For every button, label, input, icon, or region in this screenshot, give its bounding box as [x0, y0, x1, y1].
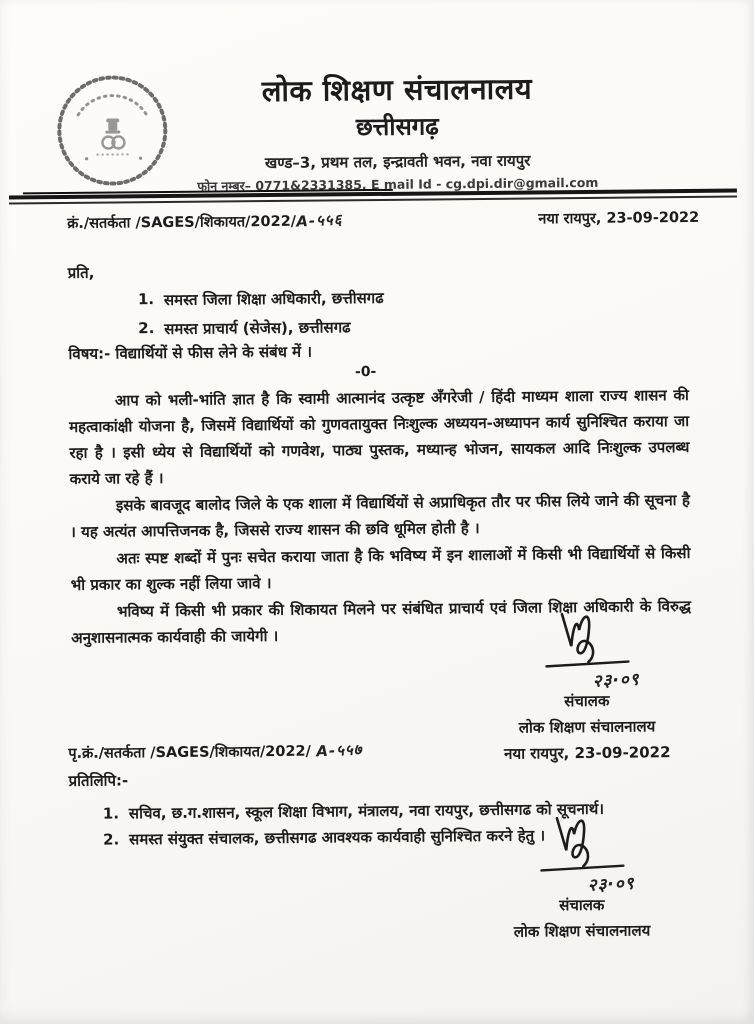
- reference-number: [67, 210, 342, 233]
- copy-to-label: प्रतिलिपि:-: [68, 771, 129, 790]
- copy-item-number: 1.: [102, 804, 120, 823]
- header-divider-rule: [9, 189, 737, 205]
- reference-row: [67, 207, 699, 233]
- signatory-organization: लोक शिक्षण संचालनालय: [513, 921, 651, 941]
- signatory-place-date: नया रायपुर, 23-09-2022: [504, 743, 671, 763]
- signature-scribble: [538, 610, 635, 673]
- recipient-number: 1.: [137, 290, 155, 309]
- signature-block-director: [461, 609, 712, 764]
- signature-block-director-copy: [471, 813, 692, 942]
- org-state: छत्तीसगढ़: [355, 112, 439, 142]
- letterhead: [174, 68, 621, 195]
- endorsement-reference: [68, 740, 362, 763]
- body-paragraph: भविष्य में किसी भी प्रकार की शिकायत मिलने पर संबंधित प्राचार्य एवं जिला शिक्षा अधिकारी के विरुद्ध अनुशासनात्मक कार्यवाही की जायेगी ।: [71, 596, 692, 647]
- recipient-number: 2.: [138, 319, 155, 338]
- copy-item-text: समस्त संयुक्त संचालक, छत्तीसगढ आवश्यक कार्यवाही सुनिश्चित करने हेतु ।: [129, 826, 546, 849]
- org-contact: फोन नम्बर– 0771&2331385, E mail Id - cg.dpi.dir@gmail.com: [197, 174, 599, 194]
- org-name: लोक शिक्षण संचालनालय: [261, 71, 533, 109]
- signatory-organization: लोक शिक्षण संचालनालय: [518, 717, 656, 737]
- signatory-designation: संचालक: [564, 691, 610, 711]
- recipient-item: [138, 288, 384, 310]
- signature-handwritten-date: २३·०९: [591, 669, 640, 692]
- signatory-designation: संचालक: [559, 895, 605, 915]
- copy-item-number: 2.: [103, 830, 120, 849]
- section-divider: -0-: [354, 364, 377, 381]
- subject-line: विषय:- विद्यार्थियों से फीस लेने के संबंध में ।: [68, 342, 313, 363]
- recipient-item: [138, 317, 384, 339]
- copy-item-text: सचिव, छ.ग.शासन, स्कूल शिक्षा विभाग, मंत्रालय, नवा रायपुर, छत्तीसगढ को सूचनार्थ।: [128, 799, 605, 823]
- reference-number-printed: क्रं./सतर्कता /SAGES/शिकायत/2022/: [67, 213, 297, 232]
- place-date: नया रायपुर, 23-09-2022: [538, 209, 700, 228]
- body-paragraph: अतः स्पष्ट शब्दों में पुनः सचेत कराया जाता है कि भविष्य में इन शालाओं में किसी भी विद्यार्थियों से किसी भी प्रकार का शुल्क नहीं लिया जावे ।: [70, 543, 691, 594]
- endorsement-reference-handwritten: A-५५७: [315, 740, 363, 761]
- reference-number-handwritten: A-५५६: [295, 210, 343, 231]
- body-paragraph: आप को भली-भांति ज्ञात है कि स्वामी आत्मानंद उत्कृष्ट अँगरेजी / हिंदी माध्यम शाला राज्य शासन की महत्वाकांक्षी योजना है, जिसमें विद्यार्थियों को गुणवतायुक्त निःशुल्क अध्ययन-अध्यापन कार्य सुनिश्चित कराया जा रहा है । इसी ध्येय से विद्यार्थियों को गणवेश, पाठ्य पुस्तक, मध्यान्ह भोजन, सायकल आदि निःशुल्क उपलब्ध कराये जा रहे हैं ।: [69, 386, 690, 488]
- recipient-text: समस्त जिला शिक्षा अधिकारी, छत्तीसगढ: [163, 288, 384, 310]
- signature-handwritten-date: २३·०९: [586, 873, 635, 896]
- signature-scribble: [533, 814, 630, 877]
- body-paragraph: इसके बावजूद बालोद जिले के एक शाला में विद्यार्थियों से अप्राधिकृत तौर पर फीस लिये जाने की सूचना है । यह अत्यंत आपत्तिजनक है, जिससे राज्य शासन की छवि धूमिल होती है ।: [70, 490, 690, 541]
- to-label: प्रति,: [67, 263, 95, 282]
- government-seal-icon: [52, 70, 173, 191]
- recipient-list: [138, 288, 384, 348]
- org-address: खण्ड–3, प्रथम तल, इन्द्रावती भवन, नवा रायपुर: [264, 151, 531, 173]
- endorsement-reference-printed: पृ.क्रं./सतर्कता /SAGES/शिकायत/2022/: [68, 743, 311, 762]
- recipient-text: समस्त प्राचार्य (सेजेस), छत्तीसगढ: [164, 318, 351, 339]
